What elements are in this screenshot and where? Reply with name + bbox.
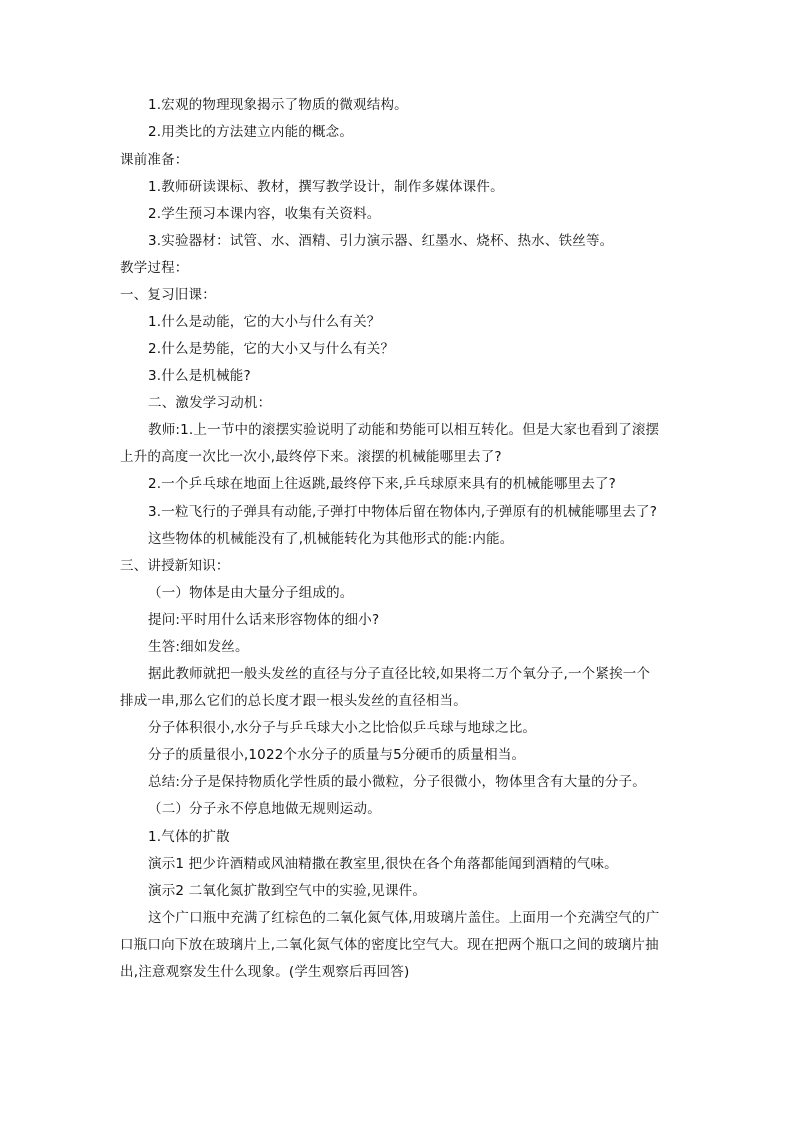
teacher-paragraph-line-2: 上升的高度一次比一次小,最终停下来。滚摆的机械能哪里去了? <box>120 449 502 465</box>
comparison-paragraph-line-1: 据此教师就把一般头发丝的直径与分子直径比较,如果将二万个氧分子,一个紧挨一个 <box>148 666 651 682</box>
motivation-summary: 这些物体的机械能没有了,机械能转化为其他形式的能:内能。 <box>148 531 514 547</box>
question-line: 提问:平时用什么话来形容物体的细小? <box>148 612 380 628</box>
objective-line-1: 1.宏观的物理现象揭示了物质的微观结构。 <box>148 97 408 113</box>
section-heading-preparation: 课前准备： <box>120 152 189 168</box>
preparation-line-1: 1.教师研读课标、教材，撰写教学设计，制作多媒体课件。 <box>148 179 504 195</box>
motivation-item-2: 2.一个乒乓球在地面上往返跳,最终停下来,乒乓球原来具有的机械能哪里去了? <box>148 476 617 492</box>
review-question-3: 3.什么是机械能? <box>148 368 251 384</box>
section-heading-review: 一、复习旧课： <box>120 287 216 303</box>
experiment-paragraph-line-1: 这个广口瓶中充满了红棕色的二氧化氮气体,用玻璃片盖住。上面用一个充满空气的广 <box>148 910 660 926</box>
experiment-paragraph-line-2: 口瓶口向下放在玻璃片上,二氧化氮气体的密度比空气大。现在把两个瓶口之间的玻璃片抽 <box>120 937 659 953</box>
section-heading-new-knowledge: 三、讲授新知识： <box>120 558 230 574</box>
preparation-line-2: 2.学生预习本课内容，收集有关资料。 <box>148 206 381 222</box>
subheading-motion: （二）分子永不停息地做无规则运动。 <box>148 801 381 817</box>
review-question-1: 1.什么是动能，它的大小与什么有关？ <box>148 314 381 330</box>
review-question-2: 2.什么是势能，它的大小又与什么有关？ <box>148 341 395 357</box>
demo-2-line: 演示2 二氧化氮扩散到空气中的实验,见课件。 <box>148 883 427 899</box>
subheading-gas-diffusion: 1.气体的扩散 <box>148 829 230 845</box>
preparation-line-3: 3.实验器材：试管、水、酒精、引力演示器、红墨水、烧杯、热水、铁丝等。 <box>148 233 614 249</box>
molecule-mass-line: 分子的质量很小,1022个水分子的质量与5分硬币的质量相当。 <box>148 747 526 763</box>
subheading-molecules: （一）物体是由大量分子组成的。 <box>148 585 354 601</box>
experiment-paragraph-line-3: 出,注意观察发生什么现象。(学生观察后再回答) <box>120 964 410 980</box>
section-heading-motivation: 二、激发学习动机： <box>148 395 272 411</box>
summary-line: 总结:分子是保持物质化学性质的最小微粒，分子很微小，物体里含有大量的分子。 <box>148 774 646 790</box>
section-heading-process: 教学过程： <box>120 260 189 276</box>
motivation-item-3: 3.一粒飞行的子弹具有动能,子弹打中物体后留在物体内,子弹原有的机械能哪里去了? <box>148 504 658 520</box>
answer-line: 生答:细如发丝。 <box>148 639 249 655</box>
comparison-paragraph-line-2: 排成一串,那么它们的总长度才跟一根头发丝的直径相当。 <box>120 693 467 709</box>
teacher-paragraph-line-1: 教师:1.上一节中的滚摆实验说明了动能和势能可以相互转化。但是大家也看到了滚摆 <box>148 422 660 438</box>
molecule-volume-line: 分子体积很小,水分子与乒乓球大小之比恰似乒乓球与地球之比。 <box>148 720 537 736</box>
demo-1-line: 演示1 把少许酒精或风油精撒在教室里,很快在各个角落都能闻到酒精的气味。 <box>148 856 618 872</box>
objective-line-2: 2.用类比的方法建立内能的概念。 <box>148 124 354 140</box>
